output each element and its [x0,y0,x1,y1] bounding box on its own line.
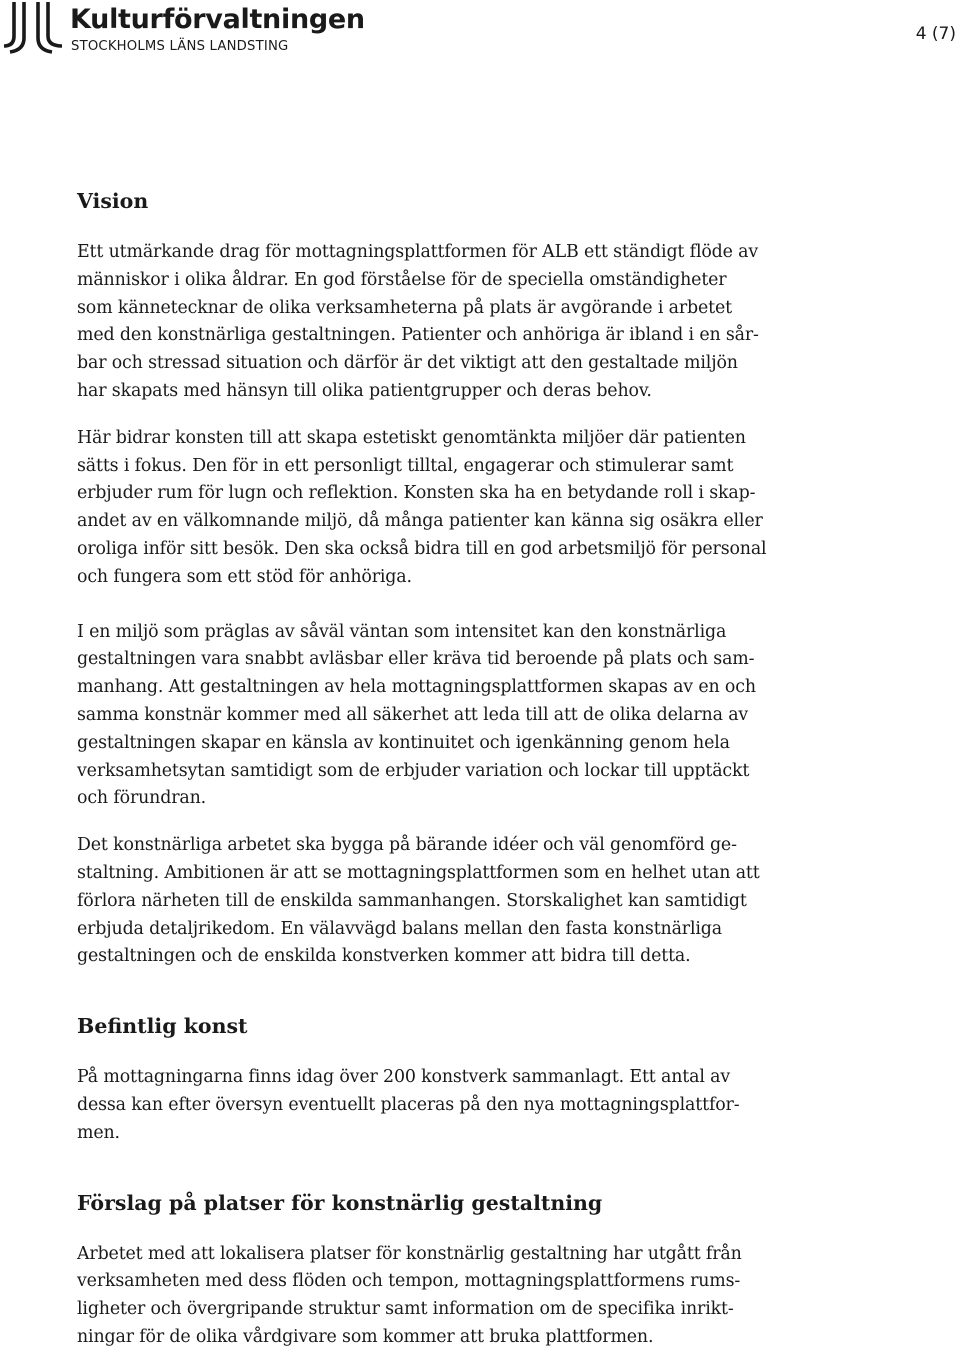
section-heading-forslag: Förslag på platser för konstnärlig gestaltning [77,1190,603,1215]
paragraph-forslag-1 [77,1241,822,1352]
text-line: ningar för de olika vårdgivare som kommer att bruka plattformen. [77,1326,654,1347]
text-line: Det konstnärliga arbetet ska bygga på bärande idéer och väl genomförd ge- [77,835,737,856]
text-line: I en miljö som präglas av såväl väntan som intensitet kan den konstnärliga [77,621,727,642]
text-line: gestaltningen skapar en känsla av kontinuitet och igenkänning genom hela [77,732,730,753]
section-heading-vision: Vision [77,189,149,213]
organization-logo [2,2,382,56]
text-line: dessa kan efter översyn eventuellt placeras på den nya mottagningsplattfor- [77,1094,740,1115]
text-line: staltning. Ambitionen är att se mottagningsplattformen som en helhet utan att [77,862,760,883]
document-body [77,184,822,1352]
paragraph-vision-1 [77,239,822,406]
text-line: men. [77,1122,120,1143]
text-line: Arbetet med att lokalisera platser för konstnärlig gestaltning har utgått från [77,1243,742,1264]
text-line: Här bidrar konsten till att skapa estetiskt genomtänkta miljöer där patienten [77,427,746,448]
text-line: erbjuder rum för lugn och reflektion. Konsten ska ha en betydande roll i skap- [77,483,756,504]
page-number: 4 (7) [915,24,956,44]
text-line: sätts i fokus. Den för in ett personligt tilltal, engagerar och stimulerar samt [77,455,734,476]
text-line: har skapats med hänsyn till olika patientgrupper och deras behov. [77,380,652,401]
section-heading-befintlig-konst: Befintlig konst [77,1014,248,1039]
text-line: erbjuda detaljrikedom. En välavvägd balans mellan den fasta konstnärliga [77,918,722,939]
text-line: bar och stressad situation och därför är det viktigt att den gestaltade miljön [77,353,738,374]
paragraph-vision-4 [77,832,822,971]
text-line: och förundran. [77,788,207,809]
paragraph-vision-3 [77,619,822,814]
logo-subtitle: STOCKHOLMS LÄNS LANDSTING [71,39,289,54]
text-line: andet av en välkomnande miljö, då många patienter kan känna sig osäkra eller [77,511,763,532]
text-line: gestaltningen och de enskilda konstverken kommer att bidra till detta. [77,946,691,967]
text-line: gestaltningen vara snabbt avläsbar eller kräva tid beroende på plats och sam- [77,649,755,670]
text-line: med den konstnärliga gestaltningen. Patienter och anhöriga är ibland i en sår- [77,325,759,346]
paragraph-vision-2 [77,425,822,592]
text-line: Ett utmärkande drag för mottagningsplattformen för ALB ett ständigt flöde av [77,242,759,262]
text-line: På mottagningarna finns idag över 200 konstverk sammanlagt. Ett antal av [77,1067,731,1088]
text-line: verksamheten med dess flöden och tempon, mottagningsplattformens rums- [77,1271,741,1292]
text-line: oroliga inför sitt besök. Den ska också bidra till en god arbetsmiljö för personal [77,538,767,559]
logo-mark-icon [2,2,64,54]
text-line: samma konstnär kommer med all säkerhet att leda till att de olika delarna av [77,704,749,725]
logo-title: Kulturförvaltningen [70,4,365,35]
text-line: människor i olika åldrar. En god förståelse för de speciella omständigheter [77,269,727,290]
text-line: verksamhetsytan samtidigt som de erbjuder variation och lockar till upptäckt [77,760,750,781]
paragraph-befintlig-1 [77,1064,822,1147]
text-line: ligheter och övergripande struktur samt information om de specifika inrikt- [77,1299,734,1320]
text-line: manhang. Att gestaltningen av hela mottagningsplattformen skapas av en och [77,677,756,698]
text-line: förlora närheten till de enskilda sammanhangen. Storskalighet kan samtidigt [77,890,747,911]
text-line: som kännetecknar de olika verksamheterna på plats är avgörande i arbetet [77,297,732,318]
text-line: och fungera som ett stöd för anhöriga. [77,566,412,587]
